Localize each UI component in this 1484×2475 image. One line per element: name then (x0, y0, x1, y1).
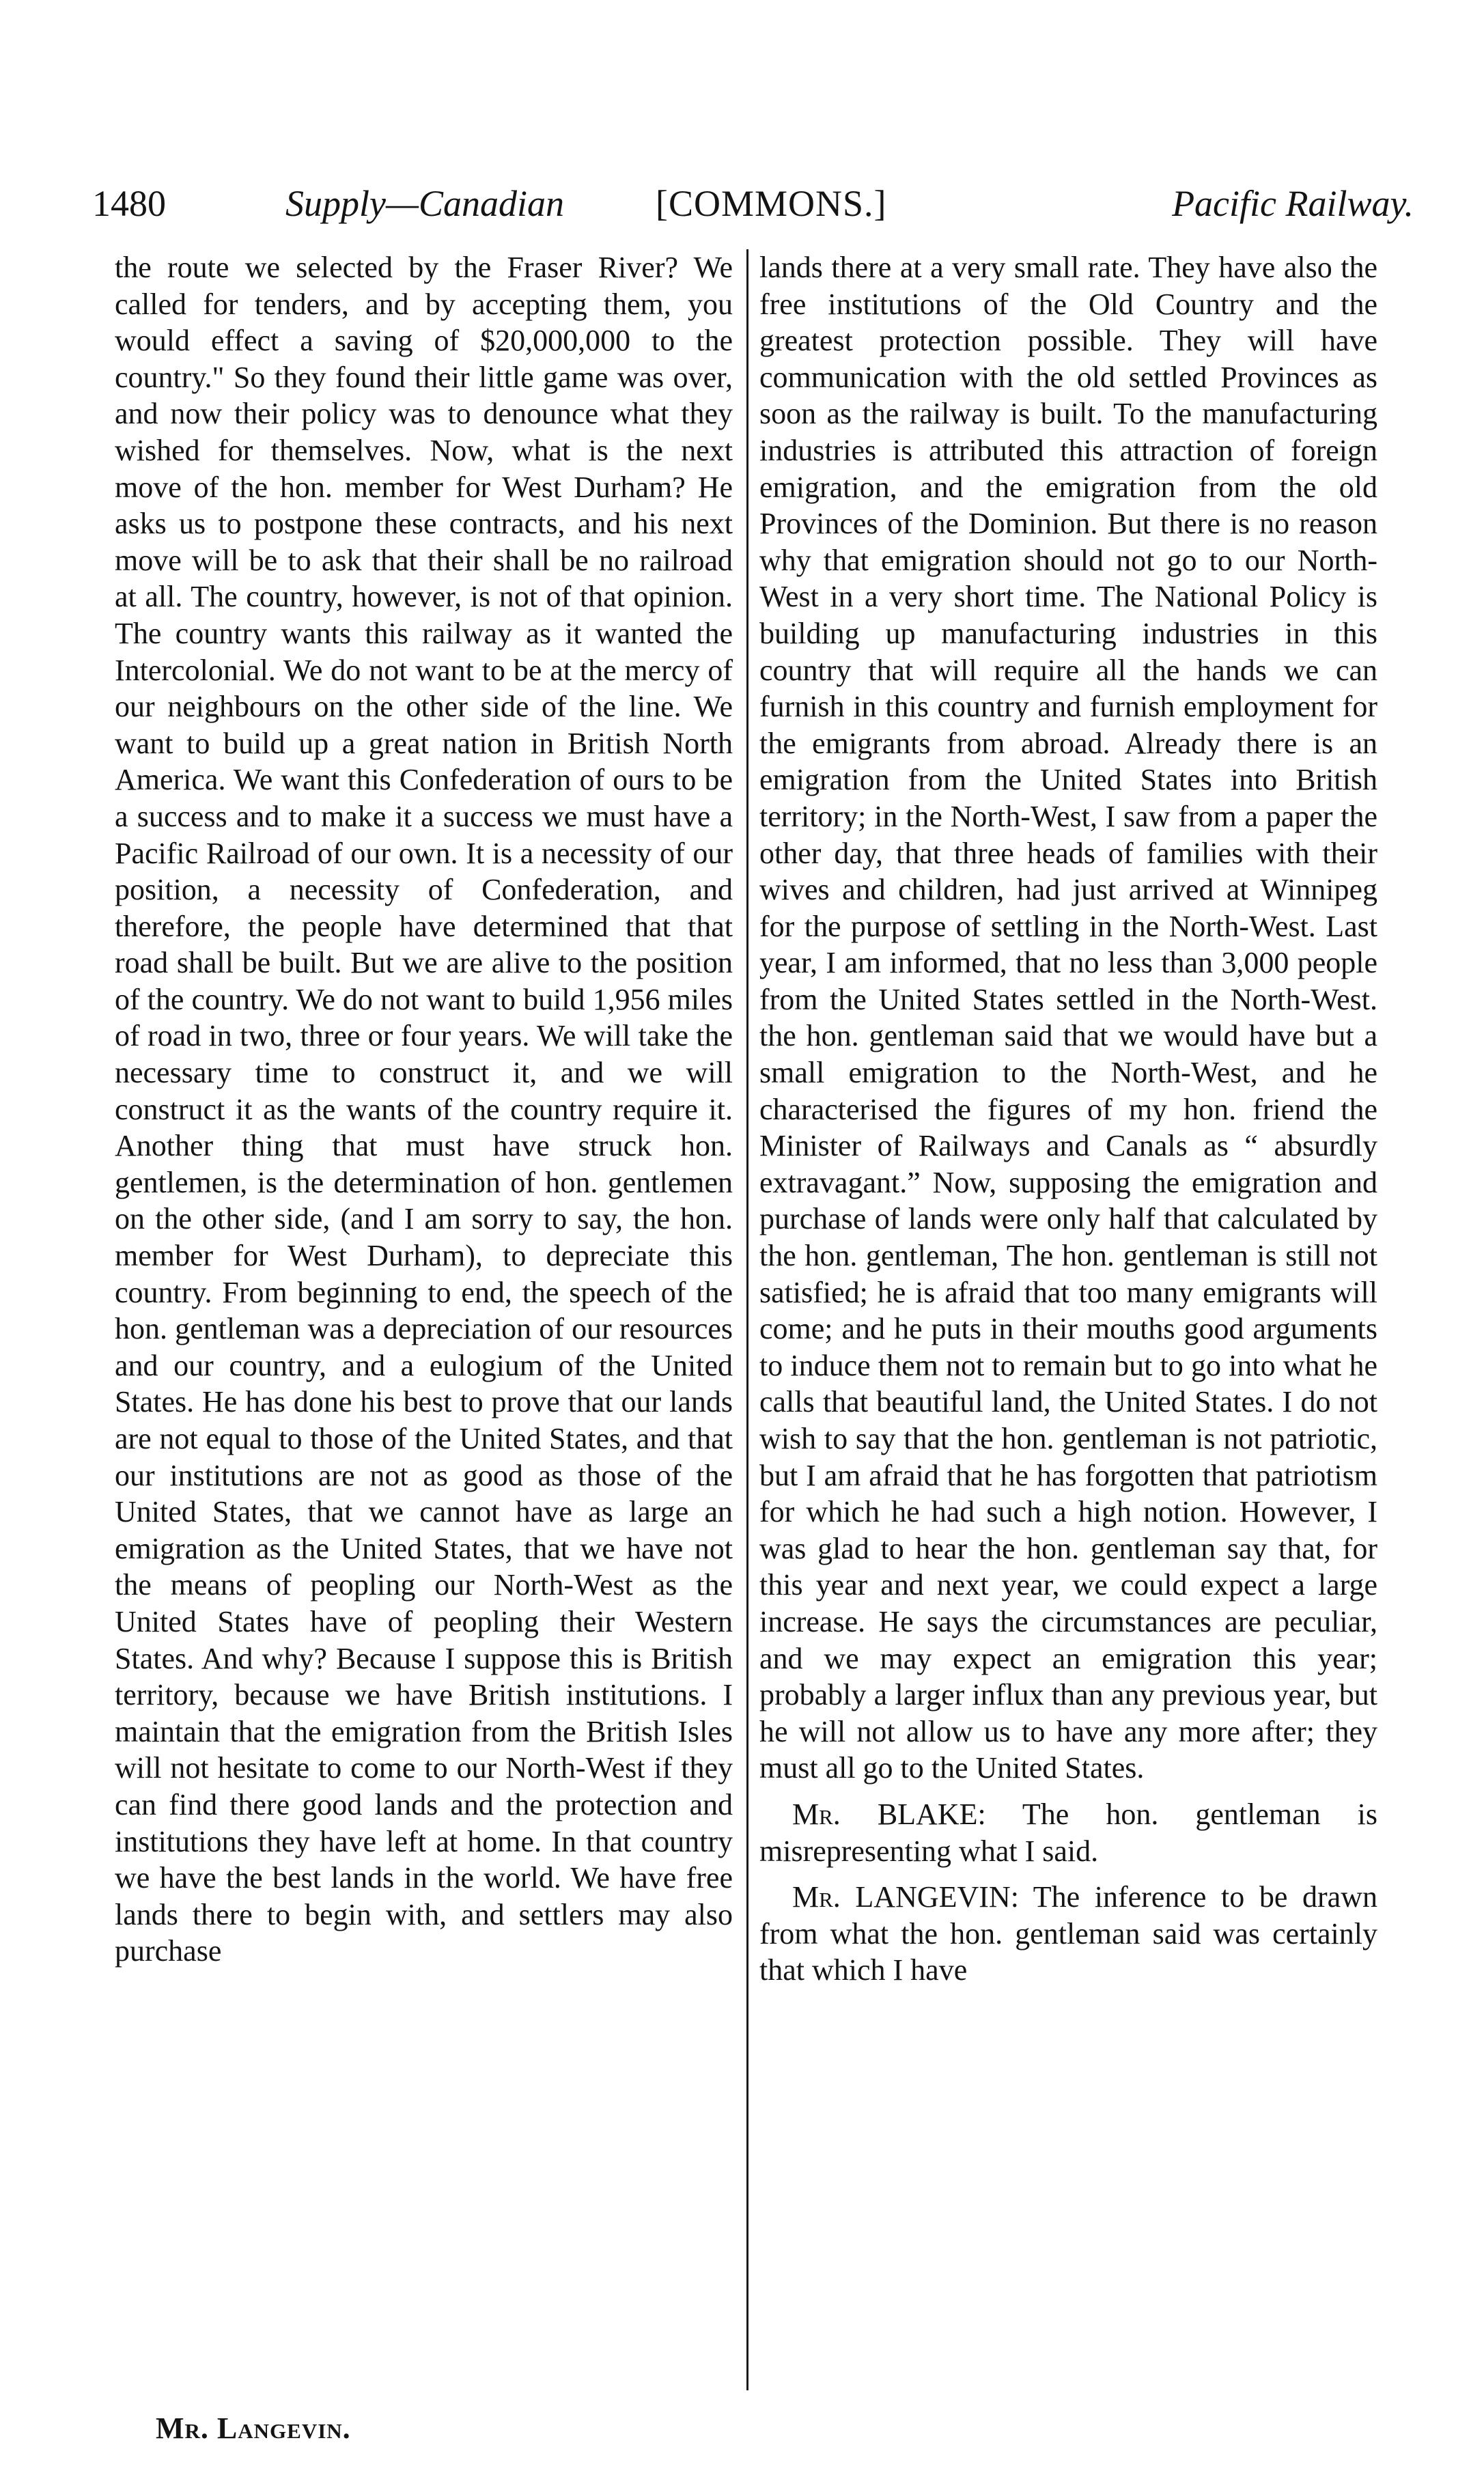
left-column-paragraph: the route we selected by the Fraser River? We called for tenders, and by accepting them, you would effect a saving of $20,000,000 to the country." So they found their little game was over, and now their policy was to denounce what they wished for themselves. Now, what is the next move of the hon. member for West Durham? He asks us to postpone these contracts, and his next move will be to ask that their shall be no railroad at all. The country, however, is not of that opinion. The country wants this railway as it wanted the Intercolonial. We do not want to be at the mercy of our neighbours on the other side of the line. We want to build up a great nation in British North America. We want this Confederation of ours to be a success and to make it a success we must have a Pacific Railroad of our own. It is a necessity of our position, a necessity of Confederation, and therefore, the people have determined that that road shall be built. But we are alive to the position of the country. We do not want to build 1,956 miles of road in two, three or four years. We will take the necessary time to construct it, and we will construct it as the wants of the country require it. Another thing that must have struck hon. gentlemen, is the determination of hon. gentlemen on the other side, (and I am sorry to say, the hon. member for West Durham), to depreciate this country. From beginning to end, the speech of the hon. gentleman was a depreciation of our resources and our country, and a eulogium of the United States. He has done his best to prove that our lands are not equal to those of the United States, and that our institutions are not as good as those of the United States, that we cannot have as large an emigration as the United States, that we have not the means of peopling our North-West as the United States have of peopling their Western States. And why? Because I suppose this is British territory, because we have British institutions. I maintain that the emigration from the British Isles will not hesitate to come to our North-West if they can find there good lands and the protection and institutions they have left at home. In that country we have the best lands in the world. We have free lands there to begin with, and settlers may also purchase (115, 251, 733, 1968)
page-header (92, 176, 1414, 231)
page-footer-speaker: Mr. Langevin. (156, 2411, 351, 2445)
page-number: 1480 (92, 183, 166, 224)
right-column (759, 249, 1377, 1989)
speech-text: : The hon. gentleman is misrepresenting what I said. (759, 1797, 1378, 1868)
column-divider (746, 249, 748, 2390)
speaker-name: Mr. BLAKE (792, 1797, 978, 1831)
left-column (115, 249, 733, 1970)
running-title-center: [COMMONS.] (656, 183, 887, 224)
running-title-left: Supply—Canadian (285, 183, 565, 224)
running-title-right: Pacific Railway. (1172, 183, 1414, 224)
right-column-paragraph: lands there at a very small rate. They have also the free institutions of the Old Country and the greatest protection possible. They will have communication with the old settled Provinces as soon as the railway is built. To the manufacturing industries is attributed this attraction of foreign emigration, and the emigration from the old Provinces of the Dominion. But there is no reason why that emigration should not go to our North-West in a very short time. The National Policy is building up manufacturing industries in this country that will require all the hands we can furnish in this country and furnish employment for the emigrants from abroad. Already there is an emigration from the United States into British territory; in the North-West, I saw from a paper the other day, that three heads of families with their wives and children, had just arrived at Winnipeg for the purpose of settling in the North-West. Last year, I am informed, that no less than 3,000 people from the United States settled in the North-West. the hon. gentleman said that we would have but a small emigration to the North-West, and he characterised the figures of my hon. friend the Minister of Railways and Canals as “ absurdly extravagant.” Now, supposing the emigration and purchase of lands were only half that calculated by the hon. gentleman, The hon. gentleman is still not satisfied; he is afraid that too many emigrants will come; and he puts in their mouths good arguments to induce them not to remain but to go into what he calls that beautiful land, the United States. I do not wish to say that the hon. gentleman is not patriotic, but I am afraid that he has forgotten that patriotism for which he had such a high notion. However, I was glad to hear the hon. gentleman say that, for this year and next year, we could expect a large increase. He says the circumstances are peculiar, and we may expect an emigration this year; probably a larger influx than any previous year, but he will not allow us to have any more after; they must all go to the United States. (759, 251, 1377, 1785)
speaker-name: Mr. LANGEVIN (792, 1880, 1011, 1914)
speech-blake (759, 1796, 1377, 1869)
speech-langevin (759, 1879, 1377, 1989)
speech-text: : The inference to be drawn from what the hon. gentleman said was certainly that which I have (759, 1880, 1377, 1987)
